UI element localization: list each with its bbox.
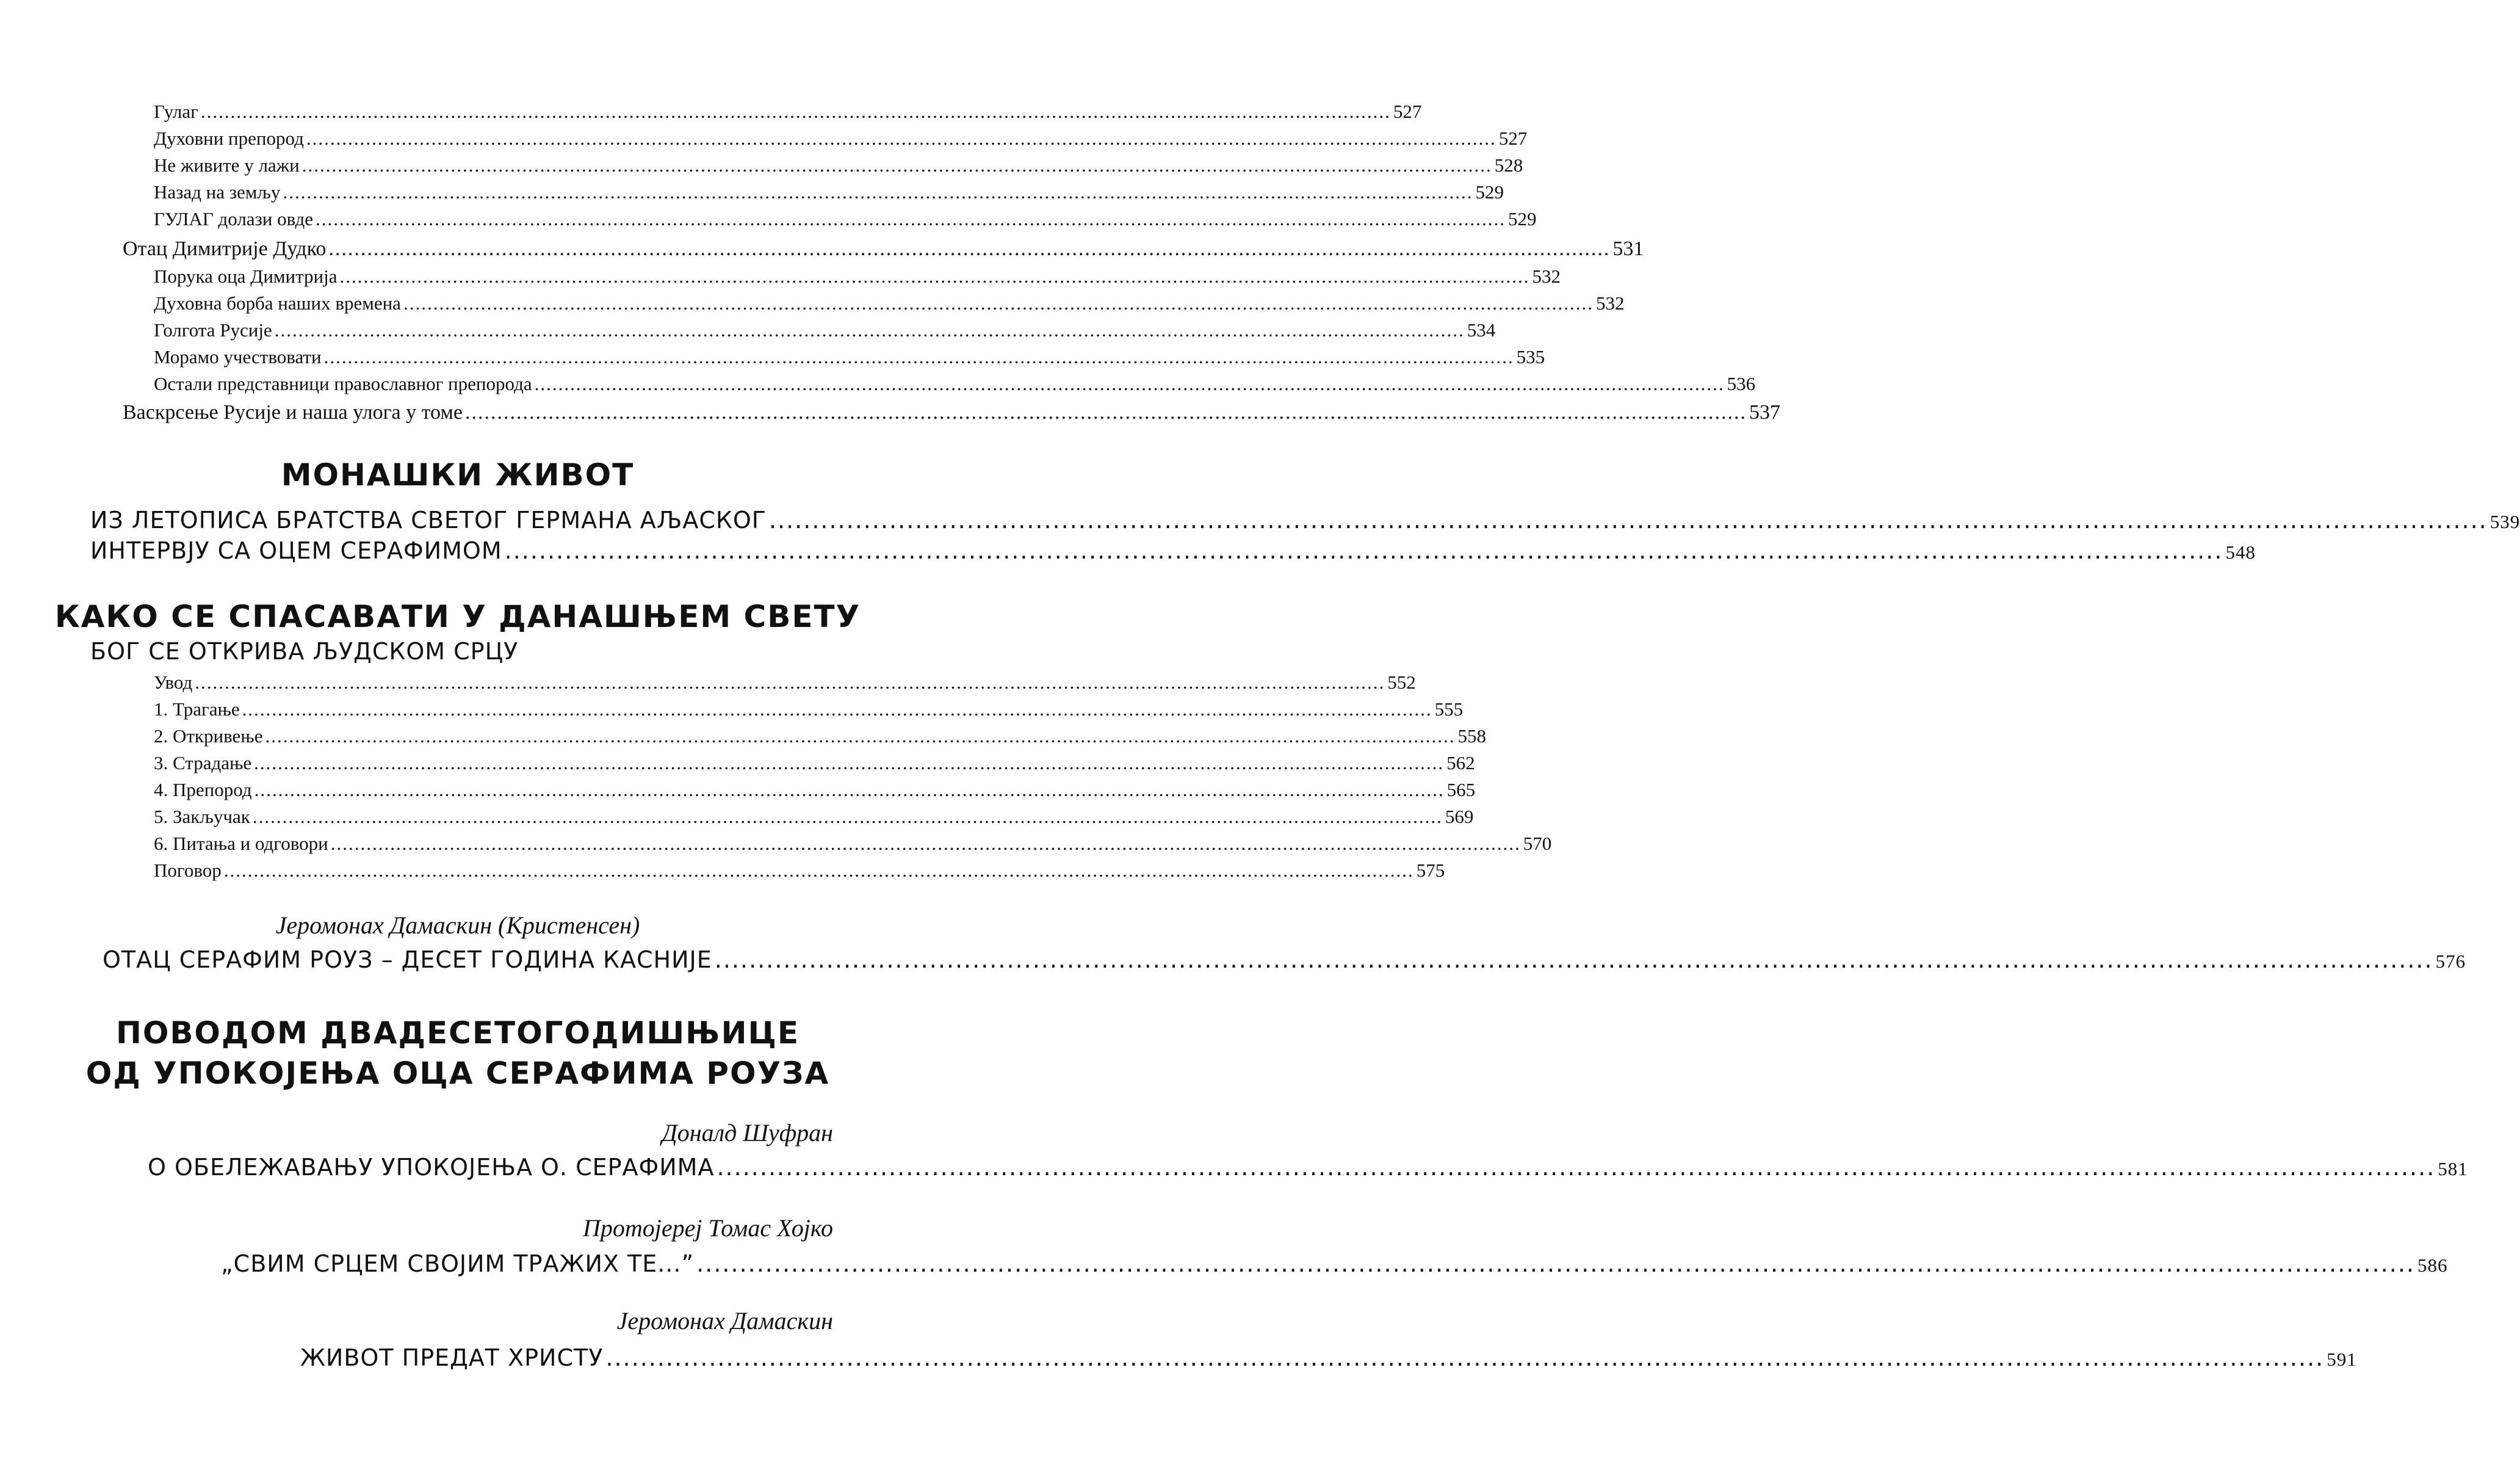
dot-leader: ........................................................................................................................................................................................................: [605, 1344, 2325, 1371]
dot-leader: ........................................................................................................................................................................................................: [403, 292, 1594, 314]
toc-entry-life-given-to-christ[interactable]: [300, 1344, 2357, 1371]
toc-entry-title: ИНТЕРВЈУ СА ОЦЕМ СЕРАФИМОМ: [90, 537, 502, 564]
dot-leader: ........................................................................................................................................................................................................: [306, 128, 1496, 149]
dot-leader: ........................................................................................................................................................................................................: [330, 833, 1521, 854]
toc-entry-interview[interactable]: [90, 537, 2256, 564]
dot-leader: ........................................................................................................................................................................................................: [696, 1250, 2415, 1277]
toc-entry-questions-answers[interactable]: [154, 833, 1552, 855]
toc-entry-do-not-live-in-lies[interactable]: [154, 154, 1523, 176]
toc-entry-title: Порука оца Димитрија: [154, 266, 338, 287]
toc-entry-page: 581: [2438, 1158, 2468, 1179]
toc-entry-title: Увод: [154, 672, 193, 693]
toc-entry-we-must-participate[interactable]: [154, 346, 1545, 368]
toc-entry-title: 2. Откривење: [154, 725, 263, 747]
dot-leader: ........................................................................................................................................................................................................: [254, 779, 1445, 800]
toc-entry-page: 565: [1446, 779, 1476, 800]
toc-entry-commemoration[interactable]: [148, 1154, 2468, 1181]
toc-entry-chronicle[interactable]: [90, 507, 2520, 534]
toc-entry-page: 532: [1532, 266, 1561, 287]
toc-entry-other-representatives[interactable]: [154, 373, 1756, 395]
toc-entry-introduction[interactable]: [154, 672, 1416, 694]
dot-leader: ........................................................................................................................................................................................................: [223, 860, 1414, 881]
dot-leader: ........................................................................................................................................................................................................: [254, 752, 1445, 773]
toc-entry-title: ЖИВОТ ПРЕДАТ ХРИСТУ: [300, 1344, 604, 1371]
dot-leader: ........................................................................................................................................................................................................: [265, 725, 1456, 747]
toc-entry-page: 552: [1387, 672, 1416, 693]
toc-entry-conclusion[interactable]: [154, 806, 1474, 828]
author-hieromonk-damascene: Јеромонах Дамаскин: [616, 1307, 833, 1335]
toc-entry-title: „СВИМ СРЦЕМ СВОЈИМ ТРАЖИХ ТЕ...”: [221, 1250, 695, 1277]
dot-leader: ........................................................................................................................................................................................................: [714, 946, 2433, 973]
toc-entry-page: 528: [1494, 154, 1523, 176]
section-heading-monastic-life: МОНАШКИ ЖИВОТ: [281, 457, 635, 493]
section-heading-anniversary-line2: ОД УПОКОЈЕЊА ОЦА СЕРАФИМА РОУЗА: [85, 1056, 830, 1091]
toc-entry-revelation[interactable]: [154, 725, 1486, 747]
dot-leader: ........................................................................................................................................................................................................: [328, 237, 1611, 260]
toc-entry-title: 3. Страдање: [154, 752, 252, 773]
toc-entry-page: 531: [1612, 237, 1644, 260]
toc-entry-gulag[interactable]: [154, 101, 1422, 123]
toc-entry-title: 6. Питања и одговори: [154, 833, 328, 854]
toc-entry-ten-years-later[interactable]: [103, 946, 2466, 973]
toc-entry-page: 527: [1498, 128, 1528, 149]
toc-entry-page: 570: [1523, 833, 1552, 854]
toc-entry-page: 529: [1475, 181, 1504, 203]
toc-entry-title: Морамо учествовати: [154, 346, 322, 368]
toc-entry-page: 532: [1595, 292, 1625, 314]
toc-entry-golgotha-of-russia[interactable]: [154, 319, 1496, 341]
toc-entry-title: Поговор: [154, 860, 222, 881]
toc-entry-page: 527: [1393, 101, 1422, 122]
toc-entry-page: 536: [1727, 373, 1756, 394]
dot-leader: ........................................................................................................................................................................................................: [504, 537, 2223, 564]
toc-entry-page: 539: [2489, 511, 2520, 532]
toc-entry-spiritual-revival[interactable]: [154, 128, 1528, 150]
toc-entry-page: 576: [2435, 951, 2466, 972]
toc-entry-title: 5. Закључак: [154, 806, 250, 827]
toc-entry-page: 548: [2225, 542, 2256, 563]
subheading-god-reveals: БОГ СЕ ОТКРИВА ЉУДСКОМ СРЦУ: [90, 638, 519, 665]
dot-leader: ........................................................................................................................................................................................................: [252, 806, 1443, 827]
toc-entry-page: 591: [2327, 1349, 2357, 1370]
toc-entry-title: Отац Димитрије Дудко: [123, 237, 327, 260]
toc-entry-message-of-fr-dimitry[interactable]: [154, 266, 1561, 288]
toc-entry-page: 534: [1467, 319, 1496, 341]
toc-entry-seeking[interactable]: [154, 698, 1464, 720]
toc-entry-page: 558: [1457, 725, 1486, 747]
toc-entry-afterword[interactable]: [154, 860, 1445, 882]
dot-leader: ........................................................................................................................................................................................................: [717, 1154, 2436, 1181]
toc-entry-title: Гулаг: [154, 101, 198, 122]
toc-entry-page: 575: [1416, 860, 1445, 881]
toc-entry-title: Назад на земљу: [154, 181, 281, 203]
dot-leader: ........................................................................................................................................................................................................: [339, 266, 1530, 287]
toc-entry-title: Духовни препород: [154, 128, 304, 149]
dot-leader: ........................................................................................................................................................................................................: [301, 154, 1492, 176]
toc-entry-page: 535: [1516, 346, 1545, 368]
author-donald-shufran: Доналд Шуфран: [662, 1119, 833, 1147]
toc-entry-page: 569: [1445, 806, 1474, 827]
toc-entry-page: 555: [1434, 698, 1464, 720]
dot-leader: ........................................................................................................................................................................................................: [274, 319, 1465, 341]
toc-entry-title: Не живите у лажи: [154, 154, 300, 176]
toc-entry-title: 1. Трагање: [154, 698, 240, 720]
dot-leader: ........................................................................................................................................................................................................: [283, 181, 1473, 203]
author-protopresbyter-thomas-hopko: Протојереј Томас Хојко: [583, 1214, 833, 1242]
toc-entry-suffering[interactable]: [154, 752, 1475, 774]
toc-entry-resurrection-of-russia[interactable]: [123, 401, 1781, 424]
toc-entry-with-my-whole-heart[interactable]: [221, 1250, 2448, 1277]
dot-leader: ........................................................................................................................................................................................................: [465, 401, 1747, 424]
toc-entry-title: ИЗ ЛЕТОПИСА БРАТСТВА СВЕТОГ ГЕРМАНА АЉАСКОГ: [90, 507, 767, 534]
dot-leader: ........................................................................................................................................................................................................: [195, 672, 1385, 693]
toc-entry-gulag-comes-here[interactable]: [154, 208, 1537, 230]
dot-leader: ........................................................................................................................................................................................................: [323, 346, 1514, 368]
toc-entry-title: Остали представници православног препорода: [154, 373, 532, 394]
section-heading-how-to-be-saved: КАКО СЕ СПАСАВАТИ У ДАНАШЊЕМ СВЕТУ: [54, 599, 861, 634]
toc-entry-title: О ОБЕЛЕЖАВАЊУ УПОКОЈЕЊА О. СЕРАФИМА: [148, 1154, 715, 1181]
toc-entry-title: ГУЛАГ долази овде: [154, 208, 314, 230]
toc-entry-back-to-earth[interactable]: [154, 181, 1504, 203]
section-heading-anniversary-line1: ПОВОДОМ ДВАДЕСЕТОГОДИШЊИЦЕ: [115, 1015, 800, 1051]
toc-entry-page: 562: [1446, 752, 1475, 773]
toc-entry-title: Голгота Русије: [154, 319, 272, 341]
dot-leader: ........................................................................................................................................................................................................: [768, 507, 2488, 534]
toc-entry-page: 586: [2417, 1255, 2448, 1276]
toc-entry-title: ОТАЦ СЕРАФИМ РОУЗ – ДЕСЕТ ГОДИНА КАСНИЈЕ: [103, 946, 712, 973]
toc-entry-title: Васкрсење Русије и наша улога у томе: [123, 401, 463, 424]
toc-entry-spiritual-struggle[interactable]: [154, 292, 1625, 314]
toc-entry-title: 4. Препород: [154, 779, 252, 800]
dot-leader: ........................................................................................................................................................................................................: [242, 698, 1432, 720]
toc-entry-page: 529: [1508, 208, 1537, 230]
author-hieromonk-damascene-christensen: Јеромонах Дамаскин (Кристенсен): [275, 911, 640, 939]
dot-leader: ........................................................................................................................................................................................................: [200, 101, 1391, 122]
dot-leader: ........................................................................................................................................................................................................: [534, 373, 1725, 394]
dot-leader: ........................................................................................................................................................................................................: [316, 208, 1506, 230]
toc-entry-fr-dimitry-dudko[interactable]: [123, 237, 1644, 261]
toc-entry-title: Духовна борба наших времена: [154, 292, 401, 314]
toc-entry-rebirth[interactable]: [154, 779, 1476, 801]
toc-entry-page: 537: [1749, 401, 1781, 424]
